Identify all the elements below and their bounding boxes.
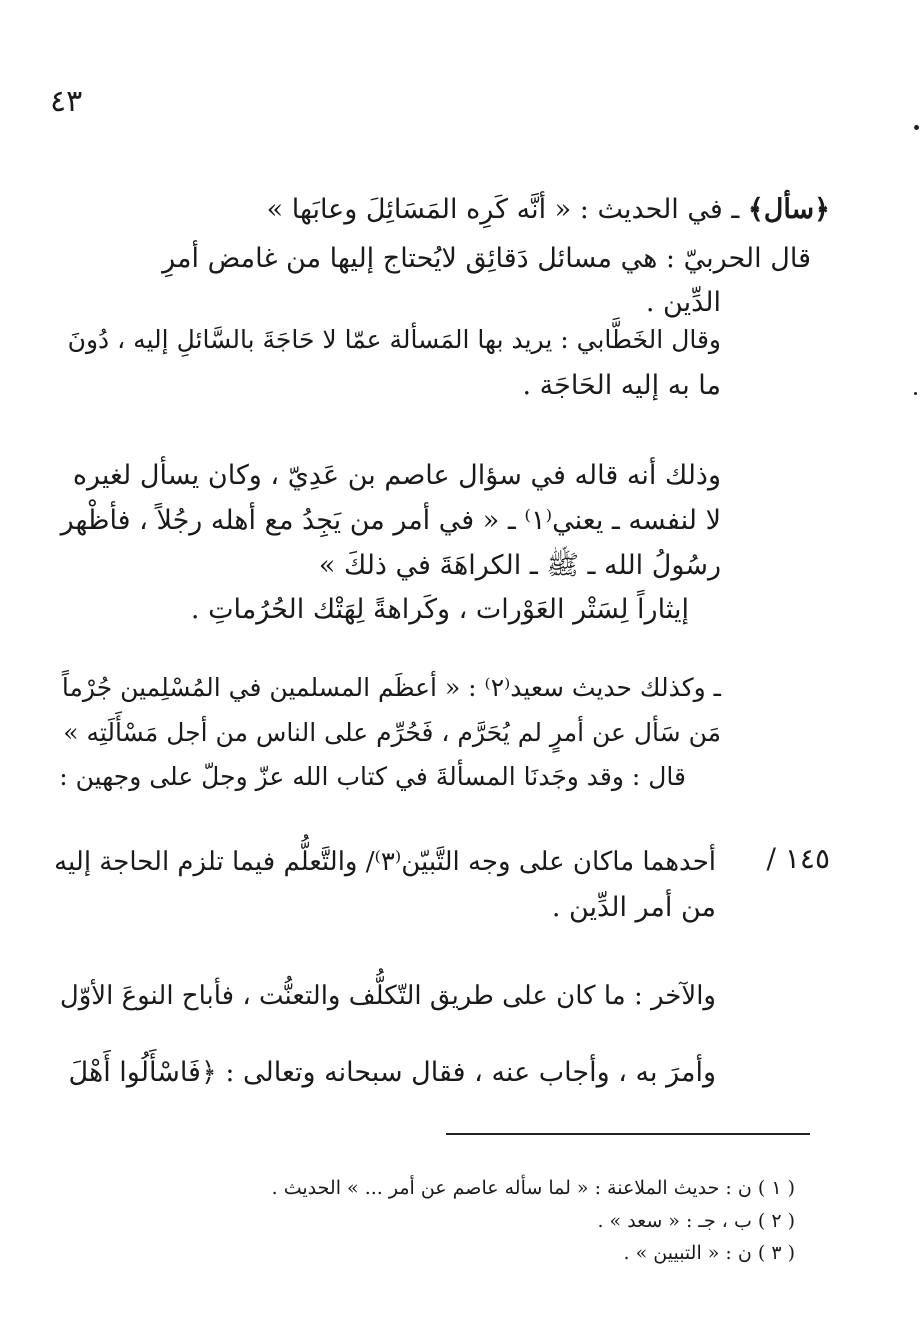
text-line: مَن سَأل عن أمرٍ لم يُحَرَّم ، فَحُرِّم على الناس من أجل مَسْأَلَتِه » <box>63 718 721 747</box>
text-line: قال الحربيّ : هي مسائل دَقائِق لايُحتاج إليها من غامض أمرِ <box>162 243 811 274</box>
page-number: ٤٣ <box>50 84 83 119</box>
text-line: قال : وقد وجَدنَا المسألةَ في كتاب الله عزّ وجلّ على وجهين : <box>59 762 686 791</box>
footnote: ( ٢ ) ب ، جـ : « سعد » . <box>597 1210 795 1232</box>
text-line: رسُولُ الله ـ ﷺ ـ الكراهَةَ في ذلكَ » <box>318 550 721 581</box>
text-line: وأمرَ به ، وأجاب عنه ، فقال سبحانه وتعالى : ﴿فَاسْأَلُوا أَهْلَ <box>68 1057 716 1088</box>
footnote-rule <box>446 1133 810 1135</box>
footnote: ( ٣ ) ن : « التبيين » . <box>623 1242 795 1264</box>
text-line: أحدهما ماكان على وجه التَّبيّن⁽٣⁾/ والتَّعلُّم فيما تلزم الحاجة إليه <box>54 847 716 877</box>
text-line: وذلك أنه قاله في سؤال عاصم بن عَدِيّ ، وكان يسأل لغيره <box>72 460 721 491</box>
text-line: والآخر : ما كان على طريق التّكلُّف والتعنُّت ، فأباح النوعَ الأوّل <box>59 981 716 1011</box>
text-line: إيثاراً لِسَتْر العَوْرات ، وكَراهةً لِهَتْك الحُرُماتِ . <box>190 594 689 625</box>
margin-marker: ١٤٥ / <box>766 842 830 875</box>
text-line: الدِّين . <box>645 287 721 318</box>
text-line: من أمر الدِّين . <box>551 892 716 923</box>
footnote: ( ١ ) ن : حديث الملاعنة : « لما سأله عاصم عن أمر ... » الحديث . <box>271 1177 795 1199</box>
entry-first-line <box>267 190 830 230</box>
text-line: ما به إليه الحَاجَة . <box>522 370 721 401</box>
text-line: وقال الخَطَّابي : يريد بها المَسألة عمّا لا حَاجَةَ بالسَّائلِ إليه ، دُونَ <box>67 325 721 354</box>
headword: ﴿سأل﴾ <box>747 194 830 225</box>
text-line: لا لنفسه ـ يعني⁽١⁾ ـ « في أمر من يَجِدُ مع أهله رجُلاً ، فأظْهر <box>60 505 721 536</box>
page-edge-mark <box>914 125 919 130</box>
text-line: ـ في الحديث : « أنَّه كَرِه المَسَائِلَ وعابَها » <box>266 194 740 225</box>
text-line: ـ وكذلك حديث سعيد⁽٢⁾ : « أعظَم المسلمين في المُسْلِمين جُرْماً <box>61 673 721 702</box>
page-edge-mark <box>914 392 917 395</box>
